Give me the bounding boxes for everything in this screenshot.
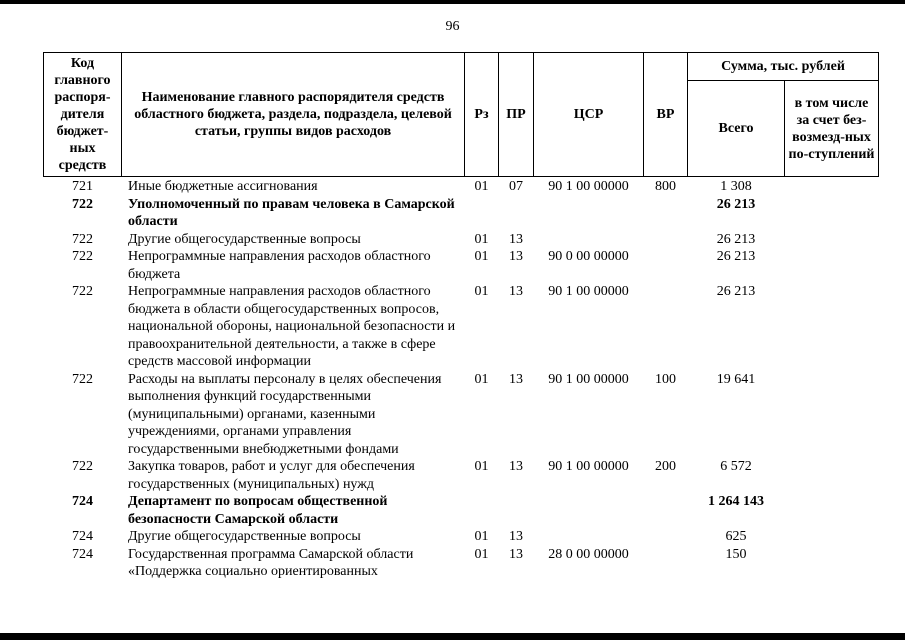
cell-total: 1 264 143 [708, 494, 764, 509]
table-row [44, 493, 879, 528]
cell-csr [534, 528, 644, 546]
header-vr: ВР [644, 53, 688, 177]
cell-code: 722 [72, 196, 93, 212]
cell-name: Другие общегосударственные вопросы [128, 231, 361, 247]
bottom-border-line [0, 633, 905, 640]
cell-csr: 90 1 00 00000 [548, 459, 629, 474]
cell-rz: 01 [474, 284, 489, 299]
table-row [44, 528, 879, 546]
cell-total: 26 213 [716, 249, 756, 264]
table-row [44, 248, 879, 283]
cell-total: 6 572 [720, 459, 752, 474]
table-row [44, 196, 879, 231]
cell-pr: 07 [509, 179, 523, 194]
cell-csr [534, 196, 644, 231]
table-row [44, 177, 879, 196]
cell-name: Закупка товаров, работ и услуг для обеспечения государственных (муниципальных) нужд [128, 459, 415, 492]
cell-code: 722 [72, 459, 93, 474]
header-incl: в том числе за счет без-возмезд-ных по-ступлений [785, 81, 879, 177]
cell-csr [534, 231, 644, 249]
cell-code: 722 [72, 231, 93, 247]
cell-incl [785, 371, 879, 459]
cell-total: 26 213 [716, 284, 756, 299]
cell-rz: 01 [474, 231, 489, 247]
cell-vr [644, 283, 688, 371]
cell-code: 724 [72, 529, 93, 544]
cell-csr: 90 1 00 00000 [548, 179, 629, 194]
cell-name: Другие общегосударственные вопросы [128, 529, 361, 544]
cell-total: 26 213 [716, 231, 756, 247]
cell-incl [785, 283, 879, 371]
cell-incl [785, 546, 879, 581]
cell-pr [499, 493, 534, 528]
cell-name: Департамент по вопросам общественной безопасности Самарской области [128, 494, 388, 527]
table-row [44, 283, 879, 371]
cell-incl [785, 458, 879, 493]
cell-rz: 01 [474, 179, 489, 194]
cell-code: 724 [72, 494, 93, 509]
cell-incl [785, 528, 879, 546]
cell-vr [644, 528, 688, 546]
cell-vr: 800 [655, 179, 676, 194]
cell-total: 1 308 [720, 179, 752, 194]
cell-total: 625 [725, 529, 747, 544]
cell-vr [644, 196, 688, 231]
cell-csr: 90 0 00 00000 [548, 249, 629, 264]
page-number: 96 [445, 19, 460, 34]
header-total: Всего [688, 81, 785, 177]
top-border-line [0, 0, 905, 4]
cell-incl [785, 196, 879, 231]
cell-vr [644, 546, 688, 581]
cell-rz: 01 [474, 546, 489, 562]
cell-rz: 01 [474, 371, 489, 387]
cell-rz [465, 493, 499, 528]
cell-vr [644, 248, 688, 283]
cell-code: 722 [72, 371, 93, 387]
cell-code: 722 [72, 249, 93, 264]
cell-incl [785, 248, 879, 283]
header-csr: ЦСР [534, 53, 644, 177]
cell-rz [465, 196, 499, 231]
cell-vr: 200 [655, 459, 676, 474]
cell-name: Непрограммные направления расходов областного бюджета в области общегосударственных вопросов, национальной обороны, национальной безопасности и правоохранительной деятельности, а также в сфере средств массовой информации [128, 284, 456, 369]
cell-pr: 13 [509, 529, 523, 544]
cell-name: Уполномоченный по правам человека в Самарской области [128, 196, 455, 229]
cell-rz: 01 [474, 459, 489, 474]
table-body [44, 177, 879, 581]
header-code: Код главного распоря-дителя бюджет-ных средств [44, 53, 122, 177]
budget-table [43, 52, 879, 581]
cell-csr [534, 493, 644, 528]
cell-incl [785, 231, 879, 249]
cell-pr: 13 [509, 371, 523, 387]
cell-rz: 01 [474, 249, 489, 264]
cell-pr: 13 [509, 231, 523, 247]
table-row [44, 546, 879, 581]
cell-code: 721 [72, 179, 93, 194]
table-header [44, 53, 879, 177]
cell-name: Государственная программа Самарской области «Поддержка социально ориентированных [128, 546, 414, 579]
cell-vr [644, 493, 688, 528]
cell-name: Непрограммные направления расходов областного бюджета [128, 249, 431, 282]
cell-name: Расходы на выплаты персоналу в целях обеспечения выполнения функций государственными (муниципальными) органами, казенными учреждениями, органами управления государственными внебюджетными фондами [128, 371, 442, 457]
table-row [44, 458, 879, 493]
cell-total: 19 641 [716, 371, 756, 387]
cell-pr: 13 [509, 249, 523, 264]
header-rz: Рз [465, 53, 499, 177]
table-row [44, 231, 879, 249]
cell-csr: 90 1 00 00000 [548, 284, 629, 299]
cell-rz: 01 [474, 529, 489, 544]
header-name: Наименование главного распорядителя средств областного бюджета, раздела, подраздела, целевой статьи, группы видов расходов [122, 53, 465, 177]
header-sum-group: Сумма, тыс. рублей [688, 53, 879, 81]
cell-pr: 13 [509, 546, 523, 562]
table-row [44, 371, 879, 459]
header-pr: ПР [499, 53, 534, 177]
cell-name: Иные бюджетные ассигнования [128, 179, 318, 194]
cell-pr [499, 196, 534, 231]
cell-pr: 13 [509, 284, 523, 299]
cell-csr: 28 0 00 00000 [548, 546, 629, 562]
cell-vr: 100 [655, 371, 676, 387]
cell-code: 722 [72, 284, 93, 299]
cell-incl [785, 177, 879, 196]
cell-csr: 90 1 00 00000 [548, 371, 629, 387]
cell-incl [785, 493, 879, 528]
cell-vr [644, 231, 688, 249]
cell-pr: 13 [509, 459, 523, 474]
cell-total: 26 213 [716, 196, 756, 212]
cell-code: 724 [72, 546, 93, 562]
cell-total: 150 [725, 546, 747, 562]
